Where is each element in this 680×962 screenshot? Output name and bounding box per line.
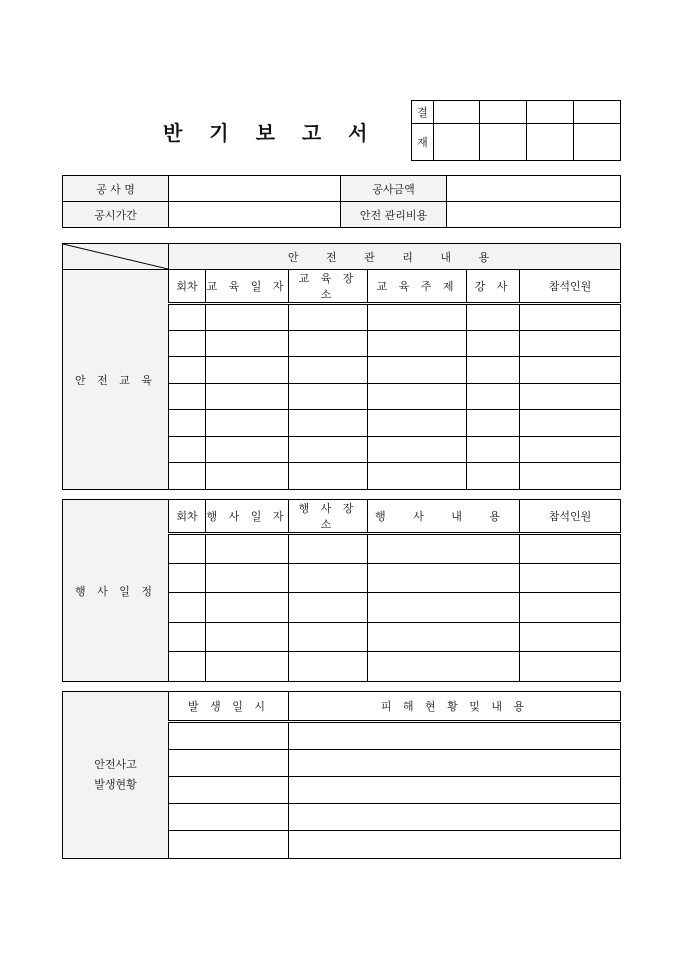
table-cell[interactable] [520, 437, 621, 463]
section-label-line: 안전사고 [94, 758, 137, 771]
table-cell[interactable] [467, 437, 520, 463]
table-cell[interactable] [368, 410, 467, 437]
event-schedule-section-label: 행 사 일 정 [63, 500, 169, 682]
safety-education-table [62, 243, 621, 490]
table-cell[interactable] [289, 410, 368, 437]
table-cell[interactable] [169, 722, 289, 750]
table-cell[interactable] [169, 750, 289, 777]
table-cell[interactable] [289, 750, 621, 777]
column-header-event-place: 행 사 장 소 [289, 500, 368, 534]
table-cell[interactable] [169, 534, 206, 564]
safety-accident-section-label [63, 692, 169, 859]
period-label: 공시가간 [63, 202, 169, 228]
table-cell[interactable] [169, 410, 206, 437]
signature-cell[interactable] [480, 124, 527, 161]
event-schedule-table [62, 499, 621, 682]
column-header-event-content: 행 사 내 용 [368, 500, 520, 534]
table-cell[interactable] [289, 534, 368, 564]
table-cell[interactable] [520, 652, 621, 682]
table-cell[interactable] [520, 534, 621, 564]
column-header-instructor: 강 사 [467, 270, 520, 304]
table-cell[interactable] [206, 623, 289, 652]
safety-cost-field[interactable] [447, 202, 621, 228]
table-cell[interactable] [368, 437, 467, 463]
table-cell[interactable] [206, 437, 289, 463]
table-cell[interactable] [520, 410, 621, 437]
table-cell[interactable] [289, 331, 368, 357]
table-cell[interactable] [289, 304, 368, 331]
column-header-topic: 교 육 주 제 [368, 270, 467, 304]
approval-label-top: 결 [412, 101, 434, 124]
table-cell[interactable] [169, 357, 206, 384]
table-cell[interactable] [169, 593, 206, 623]
section-label-line: 발생현황 [94, 778, 137, 791]
table-cell[interactable] [206, 331, 289, 357]
table-cell[interactable] [368, 331, 467, 357]
table-cell[interactable] [368, 463, 467, 490]
table-cell[interactable] [520, 623, 621, 652]
table-cell[interactable] [368, 652, 520, 682]
table-cell[interactable] [520, 304, 621, 331]
table-cell[interactable] [368, 357, 467, 384]
table-cell[interactable] [467, 304, 520, 331]
table-cell[interactable] [467, 384, 520, 410]
approval-box [411, 100, 621, 161]
table-cell[interactable] [520, 593, 621, 623]
project-amount-label: 공사금액 [341, 176, 447, 202]
table-cell[interactable] [289, 652, 368, 682]
table-cell[interactable] [169, 564, 206, 593]
table-cell[interactable] [368, 564, 520, 593]
table-cell[interactable] [368, 304, 467, 331]
table-cell[interactable] [206, 304, 289, 331]
table-cell[interactable] [368, 623, 520, 652]
project-amount-field[interactable] [447, 176, 621, 202]
column-header-date: 교 육 일 자 [206, 270, 289, 304]
table-cell[interactable] [206, 410, 289, 437]
safety-management-banner: 안 전 관 리 내 용 [169, 244, 621, 270]
table-cell[interactable] [289, 357, 368, 384]
table-cell[interactable] [520, 564, 621, 593]
column-header-occurrence-date: 발 생 일 시 [169, 692, 289, 722]
table-cell[interactable] [169, 437, 206, 463]
column-header-round: 회차 [169, 270, 206, 304]
table-cell[interactable] [289, 804, 621, 831]
table-cell[interactable] [520, 331, 621, 357]
column-header-place: 교 육 장 소 [289, 270, 368, 304]
table-cell[interactable] [467, 357, 520, 384]
signature-cell[interactable] [527, 124, 574, 161]
table-cell[interactable] [169, 463, 206, 490]
table-cell[interactable] [289, 463, 368, 490]
table-cell[interactable] [467, 463, 520, 490]
document-title: 반 기 보 고 서 [163, 121, 378, 145]
project-name-label: 공 사 명 [63, 176, 169, 202]
project-info-table [62, 175, 621, 228]
table-cell[interactable] [206, 534, 289, 564]
safety-cost-label: 안전 관리비용 [341, 202, 447, 228]
table-cell[interactable] [368, 534, 520, 564]
project-name-field[interactable] [169, 176, 341, 202]
table-cell[interactable] [169, 831, 289, 859]
table-cell[interactable] [289, 437, 368, 463]
signature-cell[interactable] [574, 124, 621, 161]
table-cell[interactable] [289, 564, 368, 593]
table-cell[interactable] [169, 777, 289, 804]
table-cell[interactable] [169, 304, 206, 331]
column-header-round: 회차 [169, 500, 206, 534]
approval-cell[interactable] [574, 101, 621, 124]
table-cell[interactable] [206, 463, 289, 490]
table-cell[interactable] [206, 384, 289, 410]
table-cell[interactable] [467, 410, 520, 437]
table-cell[interactable] [206, 357, 289, 384]
table-cell[interactable] [467, 331, 520, 357]
approval-cell[interactable] [480, 101, 527, 124]
approval-cell[interactable] [434, 101, 480, 124]
signature-cell[interactable] [434, 124, 480, 161]
table-cell[interactable] [368, 593, 520, 623]
table-cell[interactable] [289, 831, 621, 859]
table-cell[interactable] [169, 623, 206, 652]
approval-cell[interactable] [527, 101, 574, 124]
table-cell[interactable] [206, 564, 289, 593]
table-cell[interactable] [289, 623, 368, 652]
column-header-attendees: 참석인원 [520, 500, 621, 534]
diagonal-header-cell [63, 244, 169, 270]
table-cell[interactable] [289, 593, 368, 623]
table-cell[interactable] [206, 652, 289, 682]
table-cell[interactable] [520, 463, 621, 490]
table-cell[interactable] [169, 384, 206, 410]
table-cell[interactable] [289, 777, 621, 804]
table-cell[interactable] [520, 384, 621, 410]
column-header-attendees: 참석인원 [520, 270, 621, 304]
table-cell[interactable] [289, 722, 621, 750]
table-cell[interactable] [520, 357, 621, 384]
table-cell[interactable] [169, 804, 289, 831]
safety-education-section-label: 안 전 교 육 [63, 270, 169, 490]
approval-label-bottom: 재 [412, 124, 434, 161]
column-header-damage-details: 피 해 현 황 및 내 용 [289, 692, 621, 722]
table-cell[interactable] [169, 331, 206, 357]
table-cell[interactable] [169, 652, 206, 682]
column-header-event-date: 행 사 일 자 [206, 500, 289, 534]
table-cell[interactable] [368, 384, 467, 410]
period-field[interactable] [169, 202, 341, 228]
table-cell[interactable] [206, 593, 289, 623]
safety-accident-table [62, 691, 621, 859]
table-cell[interactable] [289, 384, 368, 410]
